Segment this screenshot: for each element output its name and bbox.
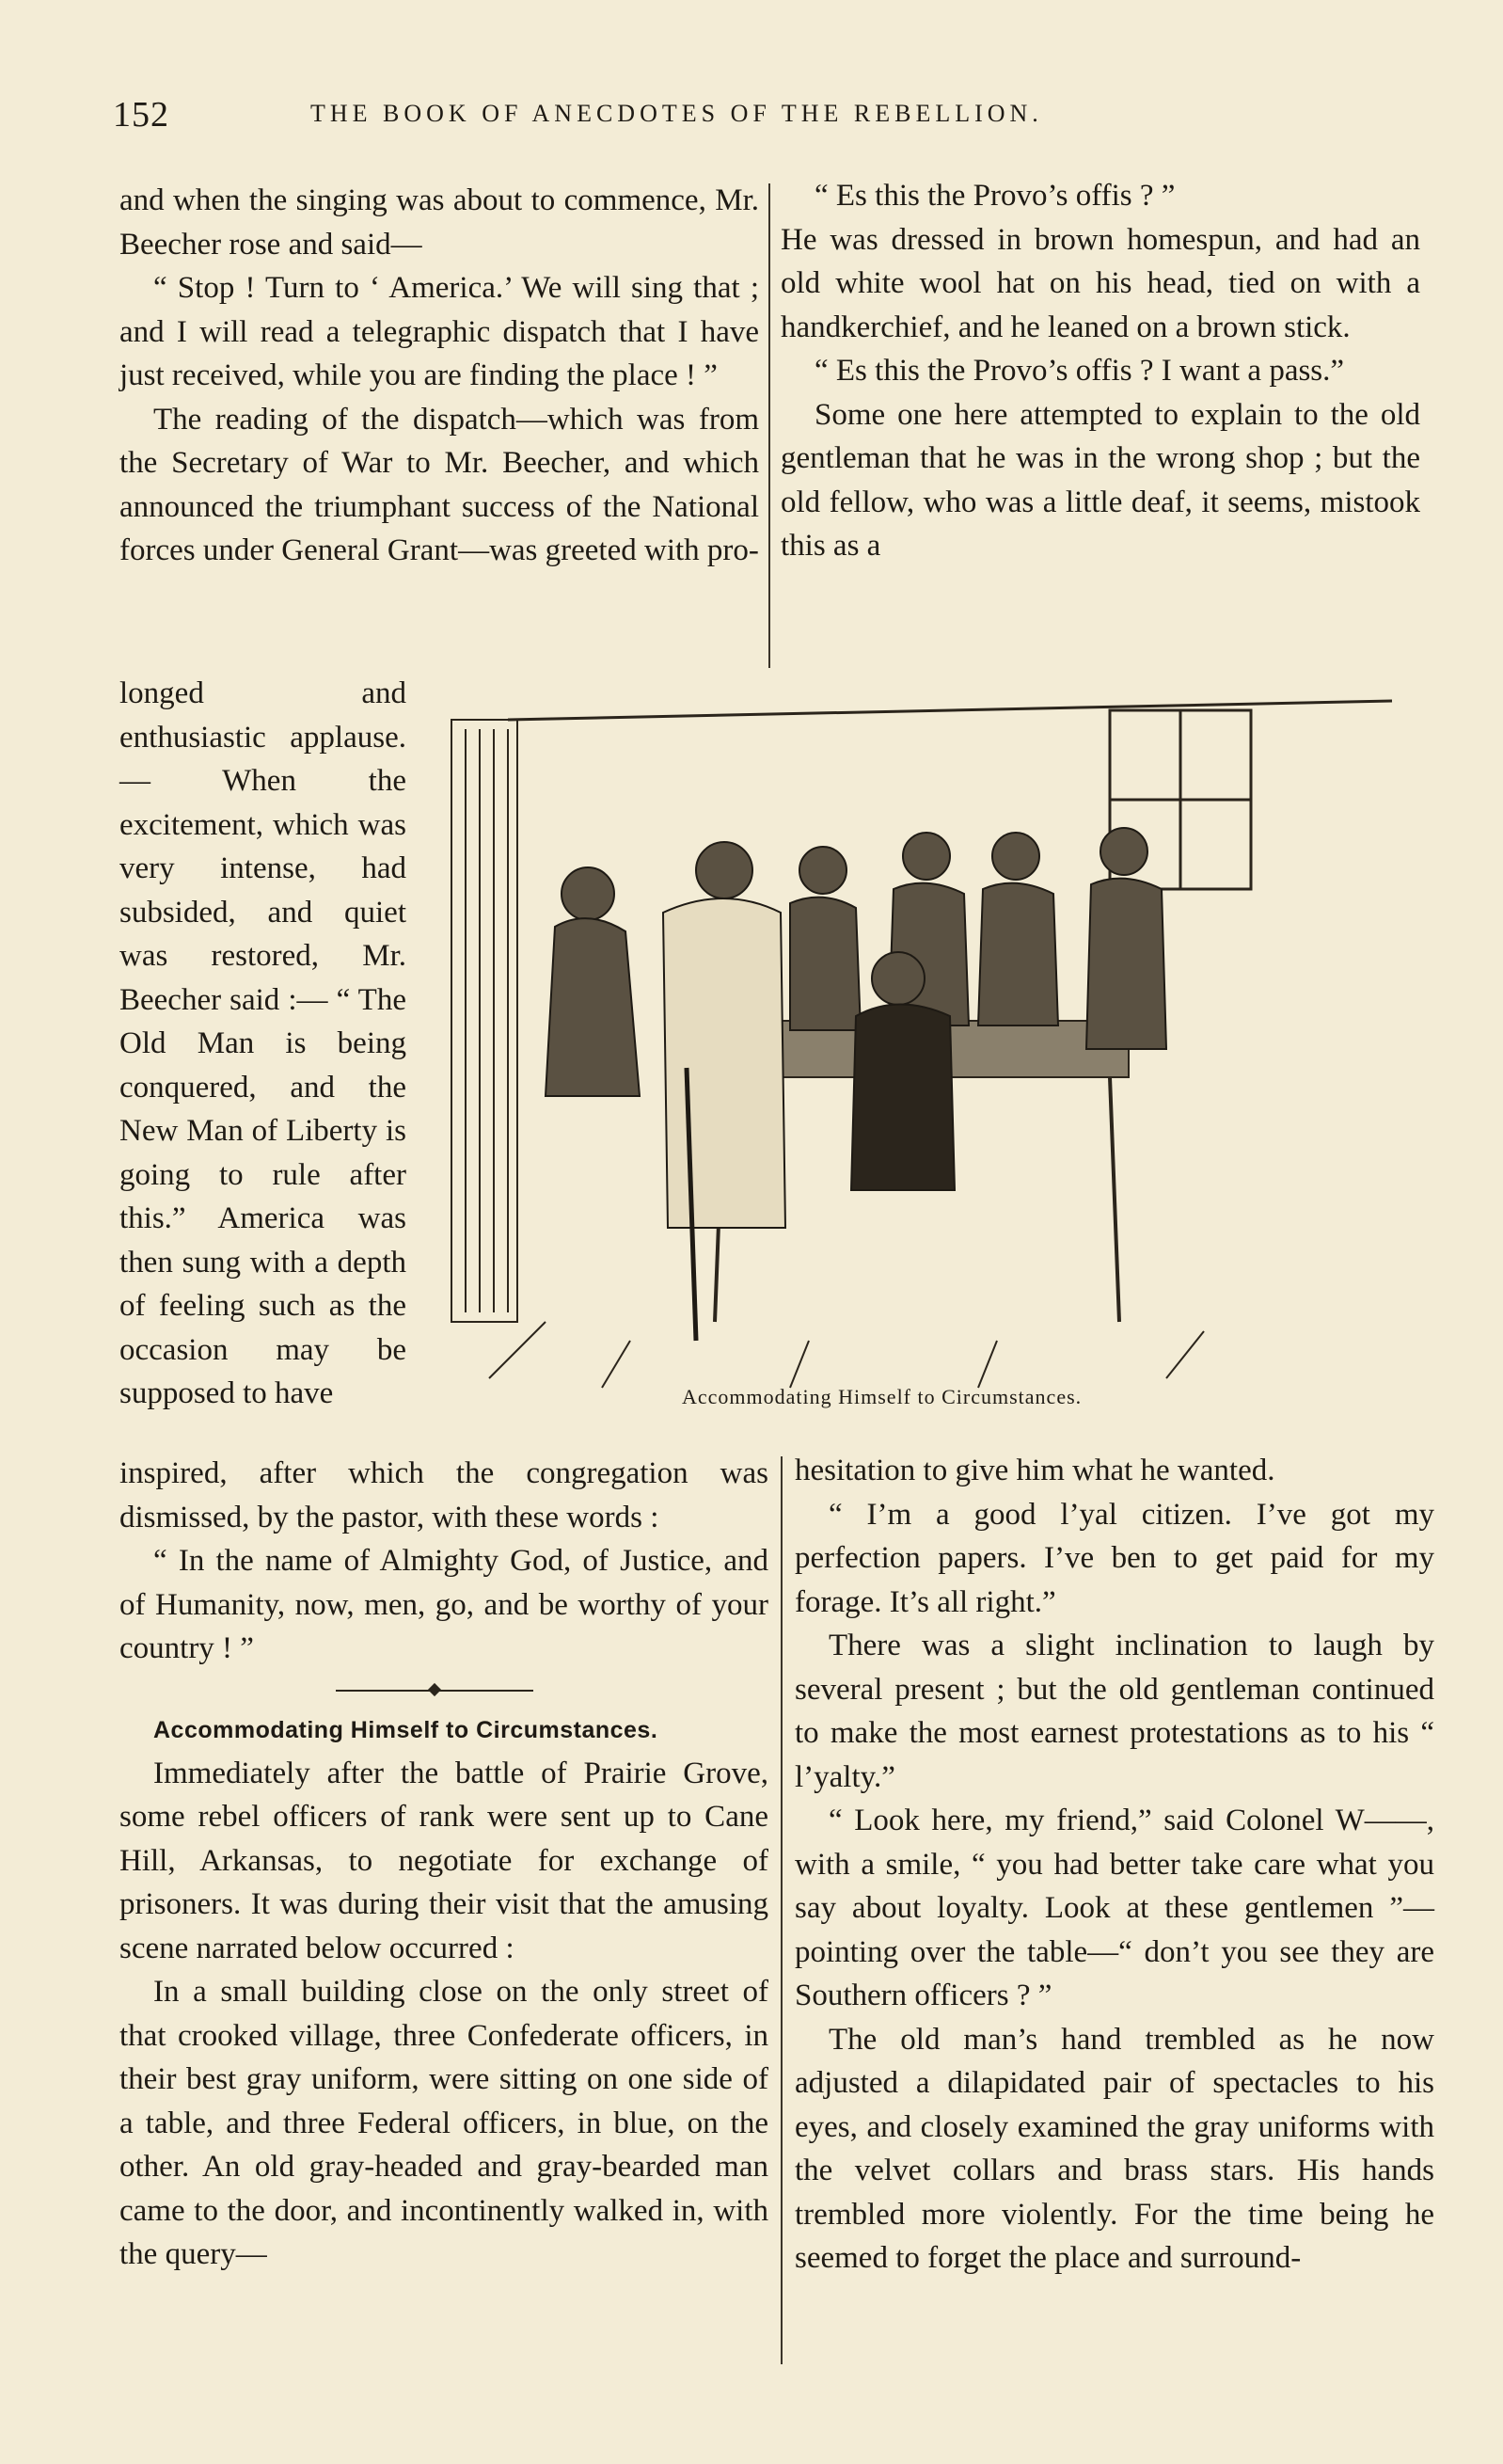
page-header bbox=[113, 94, 1392, 151]
paragraph: and when the singing was about to commence, Mr. Beecher rose and said— bbox=[119, 183, 759, 262]
paragraph: The old man’s hand trembled as he now adjusted a dilapidated pair of spectacles to his eyes, and closely examined the gray uniforms with the velvet collars and brass stars. His hands trembled more violently. For the time being he seemed to forget the place and surround- bbox=[795, 2022, 1434, 2275]
left-column-top bbox=[119, 179, 759, 573]
paragraph: There was a slight inclination to laugh by several present ; but the old gentleman continued to make the most earnest protestations as to his “ l’yalty.” bbox=[795, 1629, 1434, 1794]
paragraph: The reading of the dispatch—which was from the Secretary of War to Mr. Beecher, and which announced the triumphant success of the National forces under General Grant—was greeted with pro- bbox=[119, 402, 759, 567]
paragraph: “ Look here, my friend,” said Colonel W——, with a smile, “ you had better take care what you say about loyalty. Look at these gentlemen ”—pointing over the table—“ don’t you see they are Southern officers ? ” bbox=[795, 1804, 1434, 2012]
floor-hatching bbox=[489, 1322, 1204, 1388]
engraving-illustration bbox=[414, 663, 1401, 1397]
paragraph: “ Es this the Provo’s offis ? I want a pass.” bbox=[815, 354, 1345, 388]
right-column-top bbox=[781, 174, 1420, 568]
column-divider-top bbox=[768, 183, 770, 668]
paragraph: longed and enthusiastic applause.— When the excitement, which was very intense, had subsided, and quiet was restored, Mr. Beecher said :— “ The Old Man is being conquered, and the New Man of Liberty is going to rule after this.” America was then sung with a depth of feeling such as the occasion may be supposed to have bbox=[119, 676, 406, 1410]
section-divider-ornament bbox=[119, 1671, 768, 1709]
right-column-bottom bbox=[795, 1449, 1434, 2281]
page-number: 152 bbox=[113, 95, 169, 135]
paragraph: hesitation to give him what he wanted. bbox=[795, 1454, 1275, 1487]
paragraph: He was dressed in brown homespun, and had an old white wool hat on his head, tied on with a handkerchief, and he leaned on a brown stick. bbox=[781, 222, 1420, 344]
paragraph: Immediately after the battle of Prairie Grove, some rebel officers of rank were sent up to Cane Hill, Arkansas, to negotiate for exchange of prisoners. It was during their visit that the amusing scene narrated below occurred : bbox=[119, 1756, 768, 1965]
diamond-icon bbox=[428, 1682, 441, 1695]
paragraph: “ I’m a good l’yal citizen. I’ve got my perfection papers. I’ve ben to get paid for my forage. It’s all right.” bbox=[795, 1497, 1434, 1619]
paragraph: “ Stop ! Turn to ‘ America.’ We will sing that ; and I will read a telegraphic dispatch that I have just received, while you are finding the place ! ” bbox=[119, 271, 759, 392]
narrow-column-beside-illustration bbox=[119, 672, 406, 1416]
paragraph: inspired, after which the congregation was dismissed, by the pastor, with these words : bbox=[119, 1456, 768, 1534]
paragraph: In a small building close on the only street of that crooked village, three Confederate officers, in their best gray uniform, were sitting on one side of a table, and three Federal officers, in blue, on the other. An old gray-headed and gray-bearded man came to the door, and incontinently walked in, with the query— bbox=[119, 1975, 768, 2271]
column-divider-bottom bbox=[781, 1456, 783, 2364]
quote-paragraph: “ In the name of Almighty God, of Justice, and of Humanity, now, men, go, and be worthy of your country ! ” bbox=[119, 1544, 768, 1665]
door bbox=[451, 720, 517, 1322]
paragraph: Some one here attempted to explain to the old gentleman that he was in the wrong shop ; but the old fellow, who was a little deaf, it seems, mistook this as a bbox=[781, 397, 1420, 563]
illustration-caption: Accommodating Himself to Circumstances. bbox=[682, 1385, 1083, 1408]
running-title: THE BOOK OF ANECDOTES OF THE REBELLION. bbox=[310, 100, 1043, 127]
left-column-bottom bbox=[119, 1452, 768, 2277]
seated-figures bbox=[546, 828, 1166, 1341]
section-heading: Accommodating Himself to Circumstances. bbox=[153, 1716, 658, 1743]
paragraph: “ Es this the Provo’s offis ? ” bbox=[815, 179, 1176, 213]
